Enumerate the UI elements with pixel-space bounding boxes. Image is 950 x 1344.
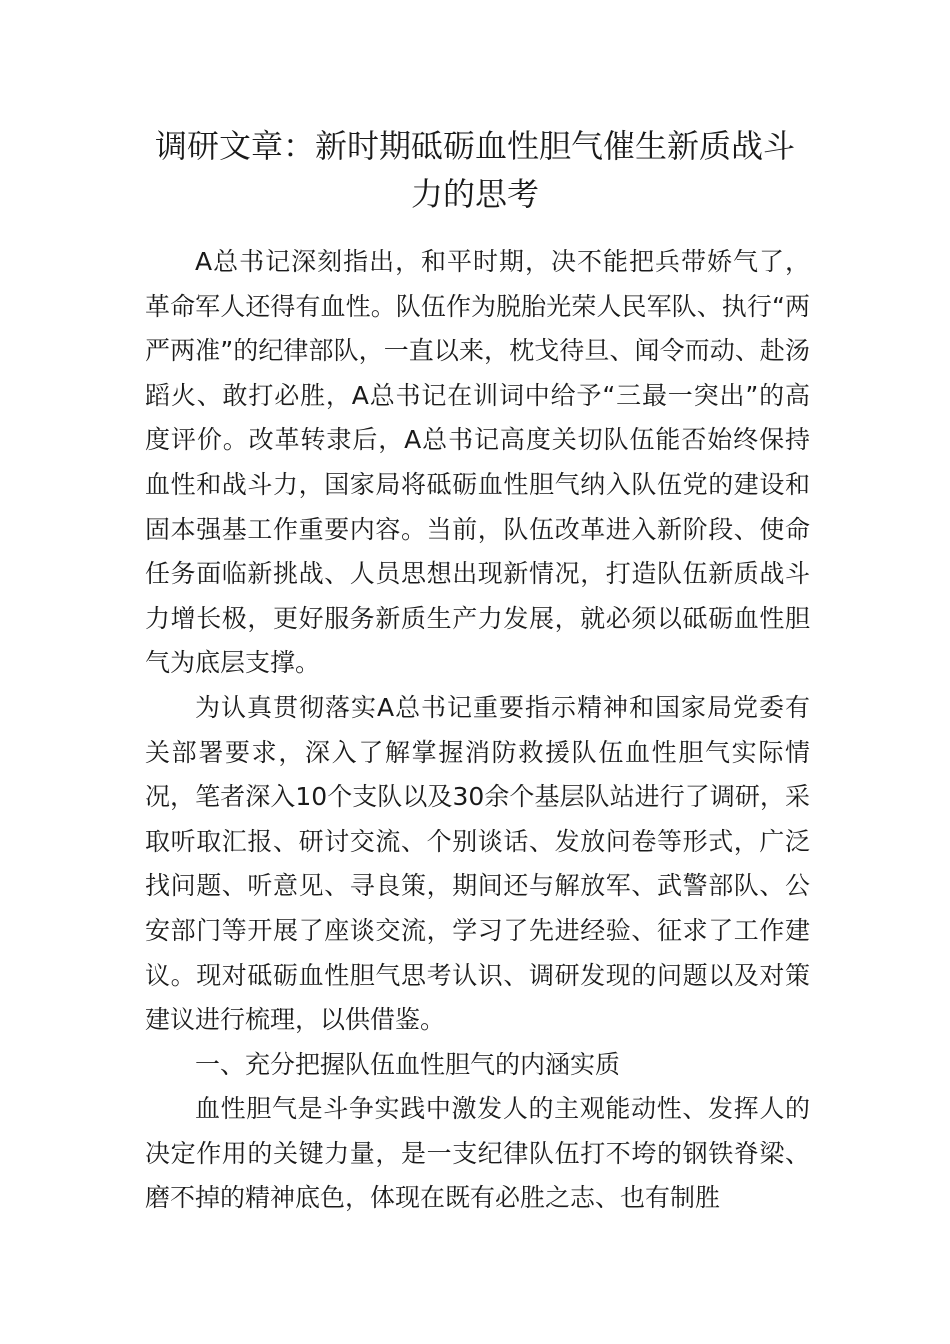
document-body (145, 240, 810, 1221)
paragraph-section-one: 血性胆气是斗争实践中激发人的主观能动性、发挥人的决定作用的关键力量，是一支纪律队伍打不垮的钢铁脊梁、磨不掉的精神底色，体现在既有必胜之志、也有制胜 (145, 1094, 810, 1213)
document-title: 调研文章：新时期砥砺血性胆气催生新质战斗力的思考 (154, 127, 795, 213)
paragraph-research: 为认真贯彻落实A总书记重要指示精神和国家局党委有关部署要求，深入了解掌握消防救援队伍血性胆气实际情况，笔者深入10个支队以及30余个基层队站进行了调研，采取听取汇报、研讨交流、个别谈话、发放问卷等形式，广泛找问题、听意见、寻良策，期间还与解放军、武警部队、公安部门等开展了座谈交流，学习了先进经验、征求了工作建议。现对砥砺血性胆气思考认识、调研发现的问题以及对策建议进行梳理，以供借鉴。 (145, 692, 810, 1035)
section-heading: 一、充分把握队伍血性胆气的内涵实质 (195, 1049, 621, 1079)
paragraph-intro: A总书记深刻指出，和平时期，决不能把兵带娇气了，革命军人还得有血性。队伍作为脱胎光荣人民军队、执行“两严两准”的纪律部队，一直以来，枕戈待旦、闻令而动、赴汤蹈火、敢打必胜，A总书记在训词中给予“三最一突出”的高度评价。改革转隶后，A总书记高度关切队伍能否始终保持血性和战斗力，国家局将砥砺血性胆气纳入队伍党的建设和固本强基工作重要内容。当前，队伍改革进入新阶段、使命任务面临新挑战、人员思想出现新情况，打造队伍新质战斗力增长极，更好服务新质生产力发展，就必须以砥砺血性胆气为底层支撑。 (145, 247, 810, 678)
